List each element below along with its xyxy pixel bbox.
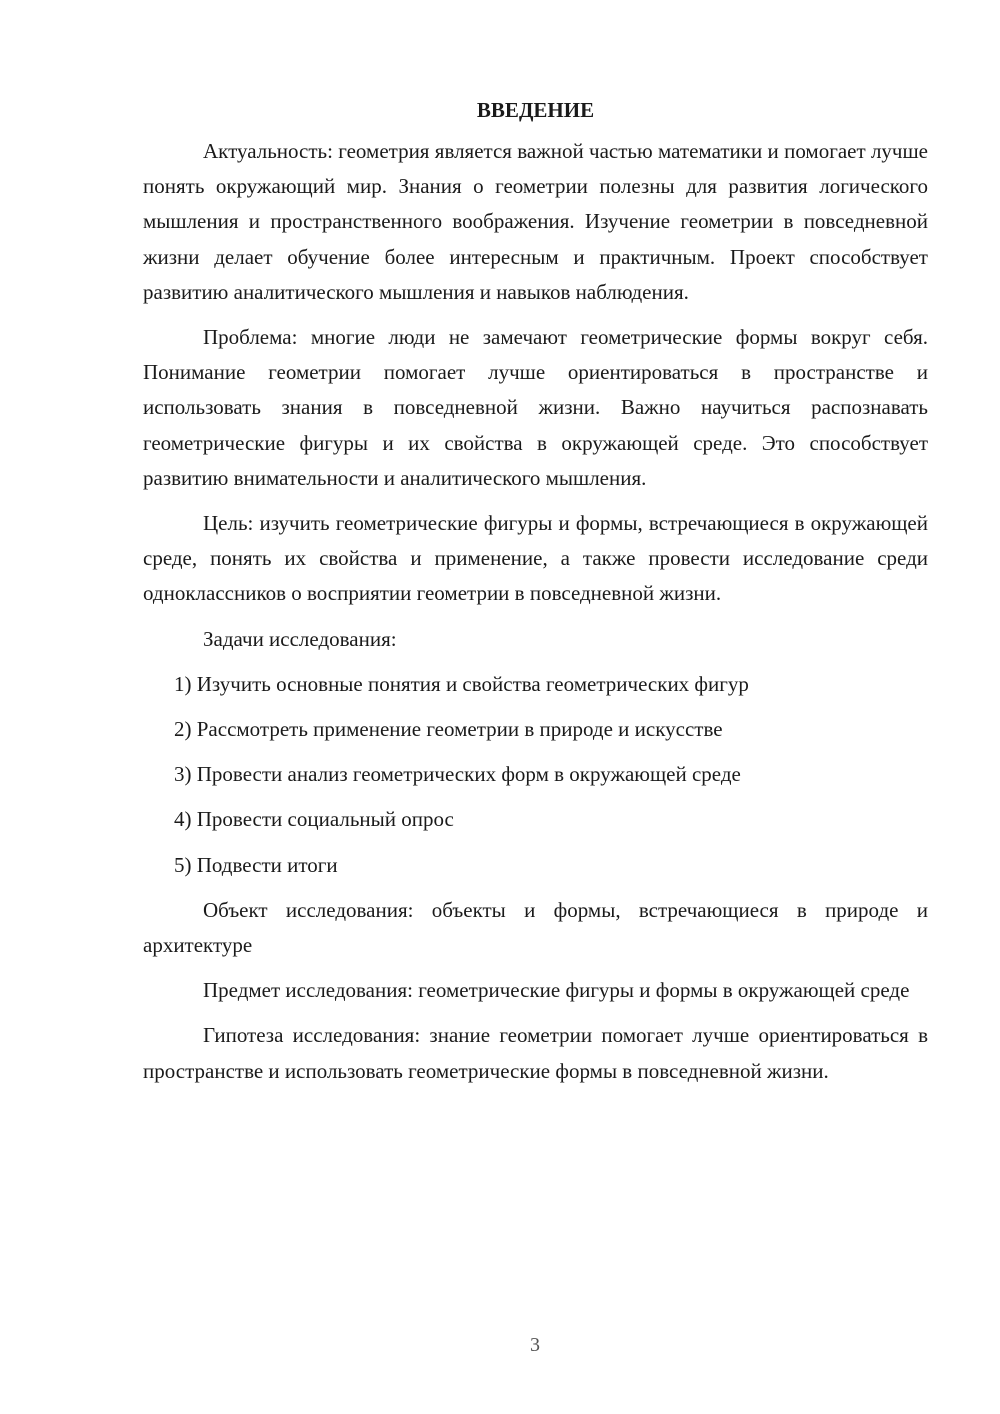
list-item: 2) Рассмотреть применение геометрии в природе и искусстве — [174, 717, 723, 742]
problem-paragraph: Проблема: многие люди не замечают геометрические формы вокруг себя. Понимание геометрии помогает лучше ориентироваться в пространстве и использовать знания в повседневной жизни. Важно научиться распознавать геометрические фигуры и их свойства в окружающей среде. Это способствует развитию внимательности и аналитического мышления. — [143, 325, 928, 490]
page-title: ВВЕДЕНИЕ — [476, 98, 595, 122]
list-item: 5) Подвести итоги — [174, 852, 338, 877]
relevance-paragraph: Актуальность: геометрия является важной частью математики и помогает лучше понять окружающий мир. Знания о геометрии полезны для развития логического мышления и пространственного воображения. Изучение геометрии в повседневной жизни делает обучение более интересным и практичным. Проект способствует развитию аналитического мышления и навыков наблюдения. — [143, 139, 928, 304]
document-page — [143, 92, 928, 1089]
list-item: 3) Провести анализ геометрических форм в окружающей среде — [174, 762, 741, 787]
page-number: 3 — [530, 1334, 540, 1356]
goal-paragraph: Цель: изучить геометрические фигуры и формы, встречающиеся в окружающей среде, понять их свойства и применение, а также провести исследование среди одноклассников о восприятии геометрии в повседневной жизни. — [143, 511, 928, 606]
subject-paragraph: Предмет исследования: геометрические фигуры и формы в окружающей среде — [203, 978, 910, 1003]
list-item: 4) Провести социальный опрос — [174, 807, 454, 832]
tasks-list — [143, 667, 928, 883]
list-item: 1) Изучить основные понятия и свойства геометрических фигур — [174, 671, 749, 696]
hypothesis-paragraph: Гипотеза исследования: знание геометрии помогает лучше ориентироваться в пространстве и использовать геометрические формы в повседневной жизни. — [143, 1023, 928, 1083]
object-paragraph: Объект исследования: объекты и формы, встречающиеся в природе и архитектуре — [143, 897, 928, 958]
tasks-heading: Задачи исследования: — [203, 626, 397, 651]
